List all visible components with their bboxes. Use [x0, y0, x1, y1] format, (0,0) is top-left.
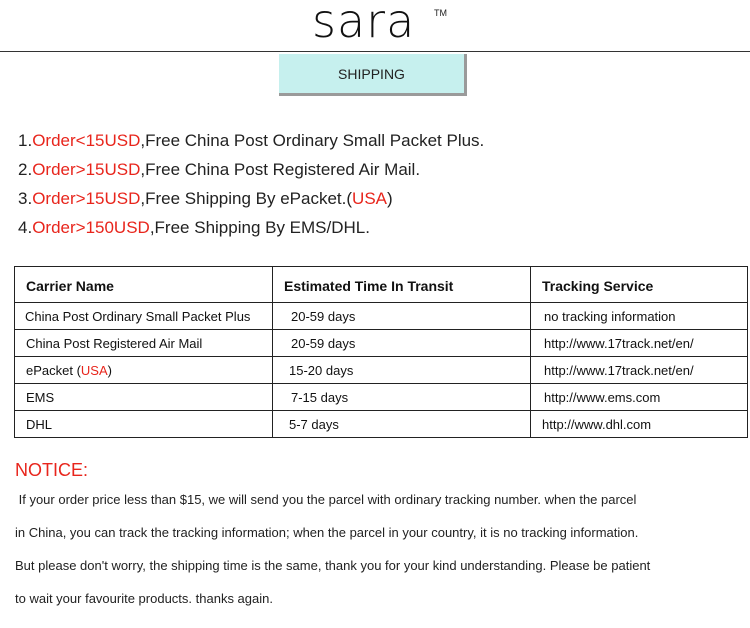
transit-cell: 5-7 days [273, 411, 531, 438]
notice-title: NOTICE: [15, 460, 89, 480]
transit-cell: 7-15 days [273, 384, 531, 411]
shipping-offers-list [18, 126, 484, 242]
offer-item [18, 213, 484, 242]
table-row [15, 384, 748, 411]
offer-text: ,Free Shipping By ePacket.( [140, 189, 353, 208]
offer-price: Order>150USD [32, 218, 150, 237]
transit-cell: 15-20 days [273, 357, 531, 384]
column-header-tracking: Tracking Service [531, 267, 748, 303]
tracking-cell: http://www.ems.com [531, 384, 748, 411]
offer-item [18, 184, 484, 213]
carrier-cell: DHL [15, 411, 273, 438]
table-row [15, 411, 748, 438]
offer-number: 2. [18, 160, 33, 179]
brand-logo: sara [312, 0, 416, 48]
carrier-cell: China Post Registered Air Mail [15, 330, 273, 357]
trademark-mark: TM [434, 8, 447, 18]
tab-shipping[interactable]: SHIPPING [279, 54, 467, 96]
table-row [15, 357, 748, 384]
offer-suffix: ) [387, 189, 393, 208]
column-header-carrier: Carrier Name [15, 267, 273, 303]
transit-cell: 20-59 days [273, 330, 531, 357]
table-row [15, 330, 748, 357]
carrier-cell: EMS [15, 384, 273, 411]
table-header-row [15, 267, 748, 303]
notice-line: to wait your favourite products. thanks again. [15, 591, 273, 606]
tracking-cell: no tracking information [531, 303, 748, 330]
notice-line: in China, you can track the tracking information; when the parcel in your country, it is no tracking information. [15, 525, 639, 540]
offer-text: ,Free China Post Registered Air Mail. [140, 160, 421, 179]
offer-number: 1. [18, 131, 33, 150]
offer-number: 3. [18, 189, 33, 208]
offer-item [18, 155, 484, 184]
offer-number: 4. [18, 218, 33, 237]
offer-text: ,Free China Post Ordinary Small Packet Plus. [140, 131, 485, 150]
brand-header [0, 0, 750, 52]
column-header-transit: Estimated Time In Transit [273, 267, 531, 303]
tracking-cell: http://www.17track.net/en/ [531, 357, 748, 384]
notice-line: But please don't worry, the shipping time is the same, thank you for your kind understanding. Please be patient [15, 558, 651, 573]
transit-cell: 20-59 days [273, 303, 531, 330]
notice-line: If your order price less than $15, we will send you the parcel with ordinary tracking number. when the parcel [15, 492, 637, 507]
offer-text: ,Free Shipping By EMS/DHL. [149, 218, 370, 237]
offer-region: USA [352, 189, 388, 208]
carrier-cell: ePacket (USA) [15, 357, 273, 384]
shipping-table [14, 266, 748, 438]
header-divider [0, 51, 750, 52]
table-row [15, 303, 748, 330]
notice-body [15, 488, 745, 620]
offer-price: Order<15USD [32, 131, 141, 150]
offer-price: Order>15USD [32, 160, 141, 179]
tracking-cell: http://www.17track.net/en/ [531, 330, 748, 357]
tracking-cell: http://www.dhl.com [531, 411, 748, 438]
offer-price: Order>15USD [32, 189, 141, 208]
carrier-cell: China Post Ordinary Small Packet Plus [15, 303, 273, 330]
offer-item [18, 126, 484, 155]
